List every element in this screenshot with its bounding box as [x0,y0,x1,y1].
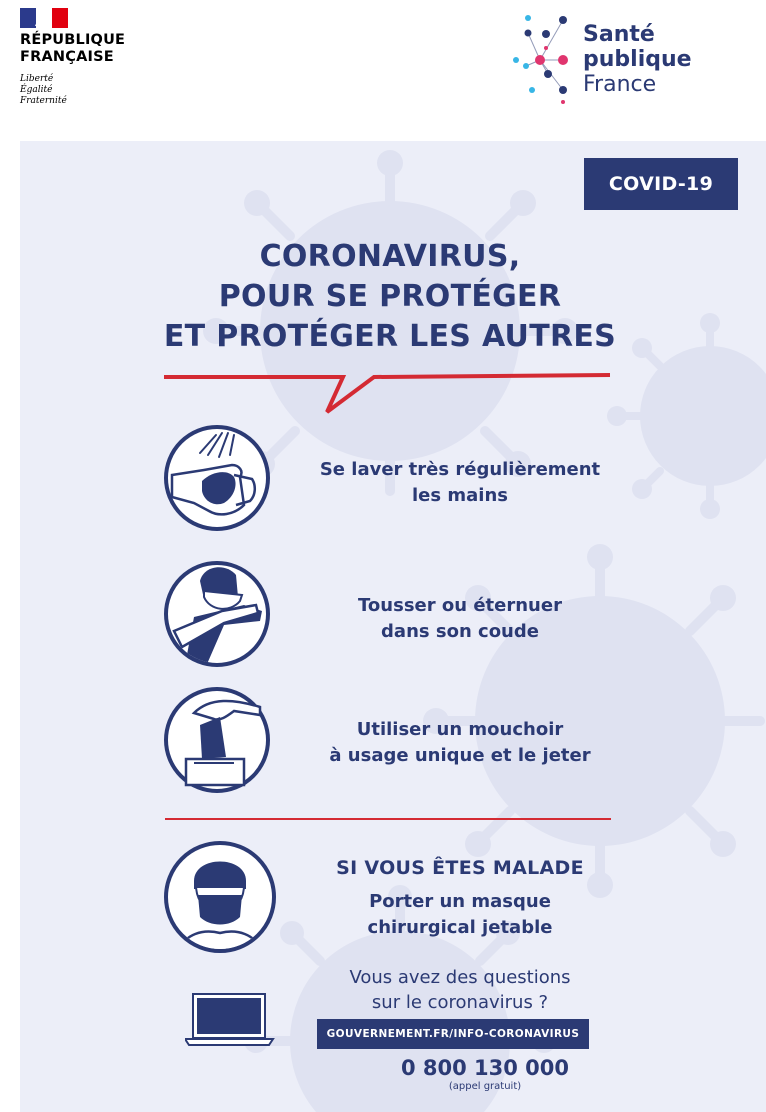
gesture-text-wash-hands: Se laver très régulièrement les mains [319,459,601,506]
republique-francaise-logo [20,8,170,118]
speech-bubble-divider [160,369,620,419]
sick-instruction: Porter un masque chirurgical jetable [367,891,553,938]
hotline-number[interactable]: 0 800 130 000 [400,1056,570,1080]
gesture-text-tissue: Utiliser un mouchoir à usage unique et le jeter [329,719,591,766]
marianne-flag-icon [20,8,68,28]
spf-network-dots-icon [508,8,574,108]
republic-motto: Liberté Égalité Fraternité [20,74,67,106]
gesture-row-wash-hands [160,425,630,535]
gesture-row-cough-elbow [160,561,630,671]
laptop-icon [185,991,275,1047]
gesture-row-tissue [160,687,630,797]
sick-heading: SI VOUS ÊTES MALADE [336,857,584,879]
gesture-text-cough-elbow: Tousser ou éternuer dans son coude [358,595,562,642]
questions-text: Vous avez des questions sur le coronavirus ? [349,967,571,1013]
info-url-link[interactable]: GOUVERNEMENT.FR/INFO-CORONAVIRUS [317,1019,589,1049]
republique-francaise-name: RÉPUBLIQUE FRANÇAISE [20,32,126,65]
tissue-box-icon [164,687,270,793]
hotline-note: (appel gratuit) [448,1081,522,1092]
poster-title: CORONAVIRUS, POUR SE PROTÉGER ET PROTÉGER LES AUTRES [163,239,617,354]
hand-washing-icon [164,425,270,531]
main-panel [20,141,766,1112]
spf-wordmark: Santé publique France [583,22,692,97]
section-divider [165,818,611,820]
sante-publique-france-logo [508,8,728,108]
face-mask-icon [164,841,276,953]
cough-elbow-icon [164,561,270,667]
covid-19-badge: COVID-19 [584,158,738,210]
